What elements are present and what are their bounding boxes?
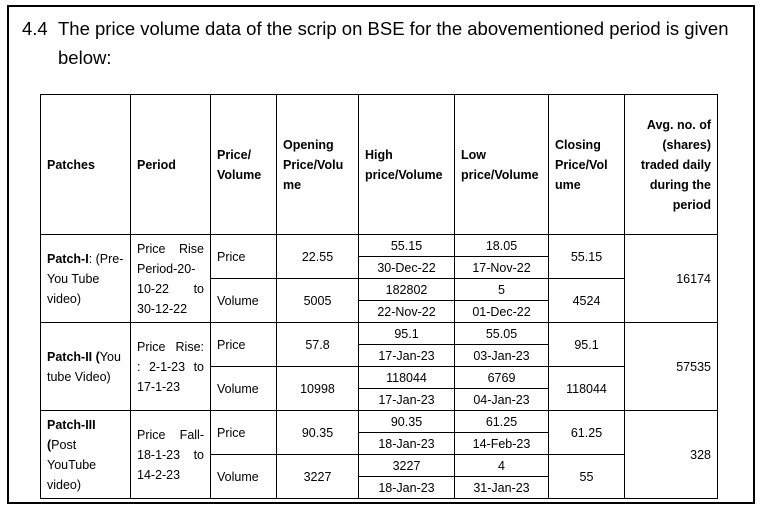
patch-description: You tube Video)	[47, 349, 121, 384]
volume-low	[455, 279, 549, 323]
date-cell: 04-Jan-23	[473, 392, 530, 407]
price-low	[455, 323, 549, 367]
price-label: Price	[211, 323, 277, 367]
patch-description: Post YouTube video)	[47, 437, 97, 492]
volume-high-line	[359, 279, 454, 301]
volume-high-line	[359, 455, 454, 477]
price-label: Price	[211, 411, 277, 455]
price-volume-table	[40, 94, 718, 499]
heading-line-2: below:	[58, 47, 112, 68]
volume-open: 5005	[277, 279, 359, 323]
value-cell: 118044	[359, 367, 454, 389]
volume-low-line	[455, 279, 548, 301]
value-cell: 6769	[455, 367, 548, 389]
volume-low-stack	[455, 367, 548, 410]
date-cell: 17-Jan-23	[378, 392, 435, 407]
patch-description: : (Pre-You Tube video)	[47, 251, 124, 306]
date-cell: 01-Dec-22	[472, 304, 531, 319]
header-patches: Patches	[41, 95, 131, 235]
volume-high-line	[359, 301, 454, 323]
date-cell: 31-Jan-23	[473, 480, 530, 495]
value-cell: 18.05	[455, 235, 548, 257]
volume-high-line	[359, 367, 454, 389]
price-low-line	[455, 257, 548, 279]
price-close: 95.1	[549, 323, 625, 367]
volume-open: 3227	[277, 455, 359, 499]
value-cell: 55.05	[455, 323, 548, 345]
table-row	[41, 323, 718, 367]
header-closing: Closing Price/Vol ume	[549, 95, 625, 235]
header-low: Low price/Volume	[455, 95, 549, 235]
value-cell: 90.35	[359, 411, 454, 433]
patch-name: Patch-I	[47, 251, 89, 266]
price-high	[359, 323, 455, 367]
value-cell: 4	[455, 455, 548, 477]
price-high-line	[359, 323, 454, 345]
volume-label: Volume	[211, 455, 277, 499]
volume-label: Volume	[211, 279, 277, 323]
price-high-line	[359, 257, 454, 279]
volume-label: Volume	[211, 367, 277, 411]
volume-low-line	[455, 301, 548, 323]
price-low	[455, 235, 549, 279]
volume-high	[359, 279, 455, 323]
volume-close: 55	[549, 455, 625, 499]
volume-high-line	[359, 389, 454, 411]
table-row	[41, 235, 718, 279]
price-high-stack	[359, 323, 454, 366]
date-cell: 17-Nov-22	[472, 260, 531, 275]
price-low-stack	[455, 235, 548, 278]
price-low	[455, 411, 549, 455]
volume-low-line	[455, 455, 548, 477]
price-high-line	[359, 235, 454, 257]
value-cell: 182802	[359, 279, 454, 301]
volume-high-stack	[359, 367, 454, 410]
volume-low-stack	[455, 279, 548, 322]
value-cell: 55.15	[359, 235, 454, 257]
value-cell: 95.1	[359, 323, 454, 345]
date-cell: 03-Jan-23	[473, 348, 530, 363]
volume-high-stack	[359, 279, 454, 322]
price-low-line	[455, 433, 548, 455]
header-row	[41, 95, 718, 235]
price-high	[359, 235, 455, 279]
price-high-line	[359, 411, 454, 433]
volume-low	[455, 455, 549, 499]
date-cell: 18-Jan-23	[378, 436, 435, 451]
volume-low-line	[455, 367, 548, 389]
volume-high-stack	[359, 455, 454, 498]
volume-high	[359, 455, 455, 499]
header-opening: Opening Price/Volu me	[277, 95, 359, 235]
price-high-line	[359, 345, 454, 367]
volume-close: 118044	[549, 367, 625, 411]
patch-name: Patch-II (	[47, 349, 100, 364]
date-cell: 14-Feb-23	[472, 436, 531, 451]
price-open: 90.35	[277, 411, 359, 455]
patch-cell	[41, 235, 131, 323]
section-heading	[22, 14, 742, 72]
period-cell: Price Rise: : 2-1-23 to 17-1-23	[131, 323, 211, 411]
price-high-stack	[359, 411, 454, 454]
price-low-line	[455, 323, 548, 345]
price-low-line	[455, 235, 548, 257]
volume-low-stack	[455, 455, 548, 498]
volume-close: 4524	[549, 279, 625, 323]
price-open: 57.8	[277, 323, 359, 367]
date-cell: 17-Jan-23	[378, 348, 435, 363]
patch-name: Patch-III (	[47, 417, 96, 452]
period-cell: Price Rise Period-20-10-22 to 30-12-22	[131, 235, 211, 323]
value-cell: 3227	[359, 455, 454, 477]
volume-open: 10998	[277, 367, 359, 411]
value-cell: 5	[455, 279, 548, 301]
price-low-line	[455, 411, 548, 433]
price-label: Price	[211, 235, 277, 279]
header-high: High price/Volume	[359, 95, 455, 235]
header-price-volume: Price/ Volume	[211, 95, 277, 235]
avg-traded: 57535	[625, 323, 718, 411]
price-high	[359, 411, 455, 455]
price-low-stack	[455, 411, 548, 454]
date-cell: 22-Nov-22	[377, 304, 436, 319]
header-period: Period	[131, 95, 211, 235]
price-low-stack	[455, 323, 548, 366]
volume-low	[455, 367, 549, 411]
price-high-stack	[359, 235, 454, 278]
price-close: 61.25	[549, 411, 625, 455]
avg-traded: 328	[625, 411, 718, 499]
date-cell: 18-Jan-23	[378, 480, 435, 495]
header-avg: Avg. no. of (shares) traded daily during the period	[625, 95, 718, 235]
volume-low-line	[455, 477, 548, 499]
price-close: 55.15	[549, 235, 625, 279]
value-cell: 61.25	[455, 411, 548, 433]
patch-cell	[41, 411, 131, 499]
avg-traded: 16174	[625, 235, 718, 323]
patch-cell	[41, 323, 131, 411]
price-high-line	[359, 433, 454, 455]
price-low-line	[455, 345, 548, 367]
period-cell: Price Fall-18-1-23 to 14-2-23	[131, 411, 211, 499]
heading-line-1: The price volume data of the scrip on BSE for the abovementioned period is given	[58, 18, 729, 39]
table-row	[41, 411, 718, 455]
date-cell: 30-Dec-22	[377, 260, 436, 275]
volume-high-line	[359, 477, 454, 499]
price-open: 22.55	[277, 235, 359, 279]
volume-low-line	[455, 389, 548, 411]
section-number: 4.4	[22, 18, 48, 39]
volume-high	[359, 367, 455, 411]
